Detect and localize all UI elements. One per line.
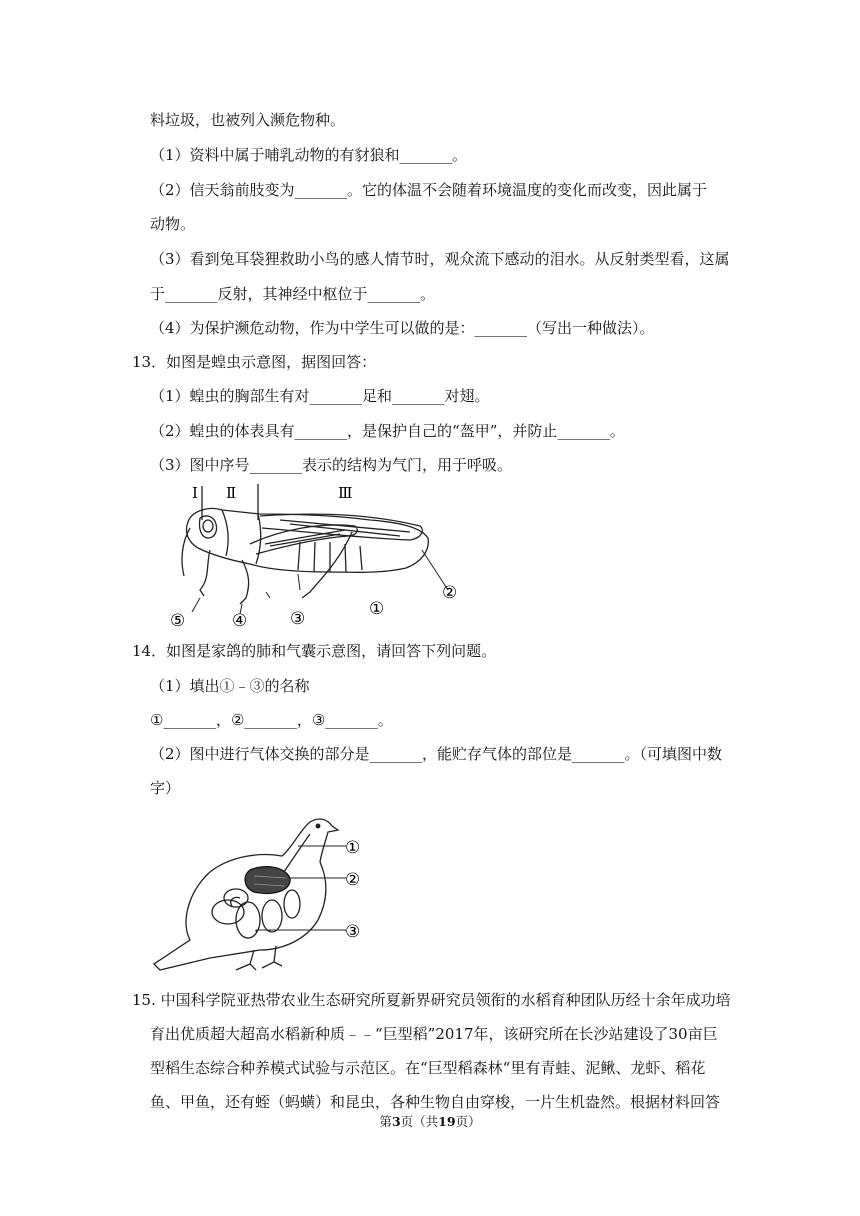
text-line: 型稻生态综合种养模式试验与示范区。在“巨型稻森林“里有青蛙、泥鳅、龙虾、稻花 xyxy=(150,1059,706,1077)
total-pages: 19 xyxy=(438,1114,456,1129)
callout-number: ② xyxy=(345,870,361,890)
callout-number: ③ xyxy=(345,922,361,942)
text-line: （2）蝗虫的体表具有_______，是保护自己的“盔甲”，并防止_______。 xyxy=(150,422,625,440)
text-line: （2）信天翁前肢变为_______。它的体温不会随着环境温度的变化而改变，因此属于 xyxy=(150,181,708,199)
question-14-title: 14．如图是家鸽的肺和气囊示意图，请回答下列问题。 xyxy=(132,642,497,660)
section-label: Ⅰ xyxy=(192,484,198,502)
text-line: 字） xyxy=(150,779,181,797)
section-label: Ⅱ xyxy=(226,484,237,502)
text-line: （1）蝗虫的胸部生有对_______足和_______对翅。 xyxy=(150,387,490,405)
text-line: 动物。 xyxy=(150,215,196,233)
callout-number: ⑤ xyxy=(170,611,186,630)
text-line: （4）为保护濒危动物，作为中学生可以做的是：_______（写出一种做法）。 xyxy=(150,319,655,337)
footer-mid: 页（共 xyxy=(400,1114,439,1129)
callout-number: ③ xyxy=(290,609,306,629)
section-label: Ⅲ xyxy=(338,484,353,502)
text-line: （1）资料中属于哺乳动物的有豺狼和_______。 xyxy=(150,146,468,164)
footer-suffix: 页） xyxy=(455,1114,481,1129)
question-15-title: 15. 中国科学院亚热带农业生态研究所夏新界研究员领衔的水稻育种团队历经十余年成功培 xyxy=(132,991,731,1009)
text-line: （1）填出①﹣③的名称 xyxy=(150,677,310,695)
text-line: ①_______，②_______，③_______。 xyxy=(150,711,393,729)
footer-prefix: 第 xyxy=(379,1114,392,1129)
text-line: （3）图中序号_______表示的结构为气门，用于呼吸。 xyxy=(150,456,513,474)
text-line: 料垃圾，也被列入濒危物种。 xyxy=(150,111,346,129)
callout-number: ② xyxy=(442,583,458,603)
text-line: 于_______反射，其神经中枢位于_______。 xyxy=(150,285,436,303)
question-13-title: 13．如图是蝗虫示意图，据图回答： xyxy=(132,353,377,371)
callout-number: ④ xyxy=(232,611,248,630)
page-number: 3 xyxy=(391,1114,401,1129)
page-footer xyxy=(0,1112,860,1130)
grasshopper-diagram xyxy=(170,480,470,630)
pigeon-diagram xyxy=(150,800,370,980)
callout-number: ① xyxy=(345,838,361,858)
text-line: （2）图中进行气体交换的部分是_______，能贮存气体的部位是_______。（可填图中数 xyxy=(150,745,723,763)
callout-number: ① xyxy=(369,599,385,619)
text-line: 育出优质超大超高水稻新种质﹣﹣“巨型稻”2017年，该研究所在长沙站建设了30亩巨 xyxy=(150,1025,718,1043)
text-line: 鱼、甲鱼，还有蛭（蚂蟥）和昆虫，各种生物自由穿梭，一片生机盎然。根据材料回答 xyxy=(150,1093,721,1111)
text-line: （3）看到兔耳袋狸救助小鸟的感人情节时，观众流下感动的泪水。从反射类型看，这属 xyxy=(150,250,730,268)
